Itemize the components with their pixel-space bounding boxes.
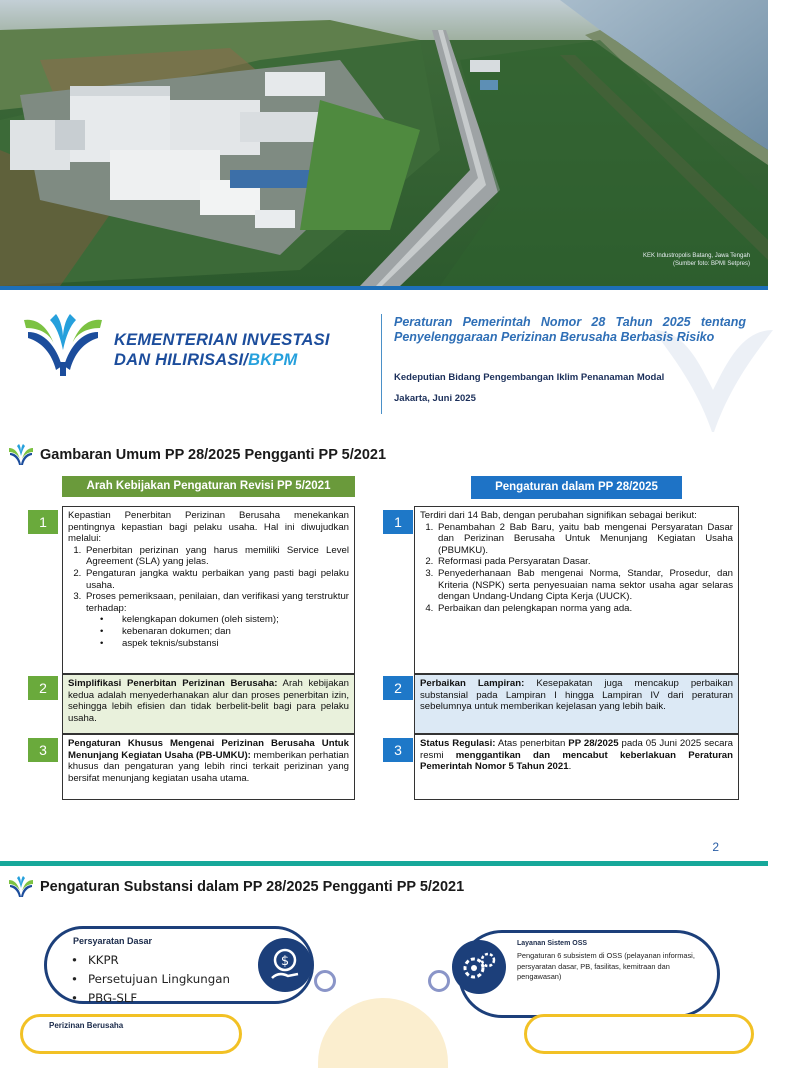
ministry-name-line2 (114, 350, 330, 370)
right-item-1-intro: Terdiri dari 14 Bab, dengan perubahan signifikan sebagai berikut: (420, 510, 697, 521)
mini-logo-icon (8, 444, 34, 466)
ministry-name (114, 330, 330, 370)
slide-title: Pengaturan Substansi dalam PP 28/2025 Pengganti PP 5/2021 (40, 879, 465, 895)
sublist-item: • kebenaran dokumen; dan (114, 626, 349, 638)
svg-text:$: $ (280, 954, 290, 969)
regulation-title-line2: Penyelenggaraan Perizinan Berusaha Berbasis Risiko (394, 330, 715, 344)
right-item-2 (414, 674, 739, 734)
slide-title-row (8, 444, 386, 466)
left-item-1-list (84, 545, 349, 649)
right-item-3-text-1: Atas penerbitan (495, 738, 569, 749)
right-item-1 (414, 506, 739, 674)
basic-requirements-list (85, 951, 230, 1008)
right-item-2-heading: Perbaikan Lampiran: (420, 678, 525, 689)
cover-photo (0, 0, 768, 286)
oss-service-text: Pengaturan 6 subsistem di OSS (pelayanan informasi, persyaratan dasar, PB, fasilitas, kemitraan dan pengawasan) (517, 951, 695, 982)
policy-direction-header: Arah Kebijakan Pengaturan Revisi PP 5/2021 (62, 476, 355, 497)
right-item-1-list (436, 522, 733, 615)
oss-service-title: Layanan Sistem OSS (517, 940, 588, 947)
photo-caption-source: (Sumber foto: BPMI Setpres) (672, 261, 750, 267)
sublist-item: • aspek teknis/substansi (114, 638, 349, 650)
right-item-3-status: menggantikan dan mencabut keberlakuan Peraturan Pemerintah Nomor 5 Tahun 2021 (420, 749, 733, 773)
connector-dot (314, 970, 336, 992)
left-number-3: 3 (28, 738, 58, 762)
slide-substance (0, 866, 768, 1030)
center-graphic (318, 998, 448, 1068)
ministry-name-line2-prefix: DAN HILIRISASI/ (114, 351, 249, 369)
list-item: 4. Perbaikan dan pelengkapan norma yang ada. (436, 603, 733, 615)
slide-overview (0, 432, 768, 861)
slide-title-row (8, 876, 464, 898)
business-licensing-title: Perizinan Berusaha (49, 1021, 124, 1030)
right-item-3-heading: Status Regulasi: (420, 738, 496, 749)
basic-requirements-title: Persyaratan Dasar (73, 936, 153, 946)
left-item-3 (62, 734, 355, 800)
page-number: 2 (712, 840, 719, 854)
left-item-2 (62, 674, 355, 734)
left-item-2-heading: Simplifikasi Penerbitan Perizinan Berusaha: (68, 678, 278, 689)
title-divider (381, 314, 382, 414)
list-item: • Persetujuan Lingkungan (85, 970, 230, 989)
list-item: 1. Penambahan 2 Bab Baru, yaitu bab mengenai Persyaratan Dasar dan Perizinan Berusaha Untuk Menunjang Kegiatan Usaha (PBUMKU). (436, 522, 733, 557)
regulation-content-header: Pengaturan dalam PP 28/2025 (471, 476, 682, 499)
left-item-3-heading: Pengaturan Khusus Mengenai Perizinan Berusaha Untuk Menunjang Kegiatan Usaha (PB-UMKU): (68, 738, 349, 761)
list-item (84, 591, 349, 649)
right-number-3: 3 (383, 738, 413, 762)
right-item-2-text: Kesepakatan juga mencakup perbaikan substansial pada Lampiran I hingga Lampiran IV dari peraturan sebelumnya untuk memberikan kejelasan yang lebih baik. (420, 678, 733, 713)
list-item: • PBG-SLF (85, 989, 230, 1008)
right-item-3 (414, 734, 739, 800)
left-number-2: 2 (28, 676, 58, 700)
business-licensing-card (20, 1014, 242, 1054)
list-item: 2. Reformasi pada Persyaratan Dasar. (436, 556, 733, 568)
title-band (0, 286, 768, 432)
slide-title: Gambaran Umum PP 28/2025 Pengganti PP 5/2021 (40, 447, 387, 463)
list-item: 3. Penyederhanaan Bab mengenai Norma, Standar, Prosedur, dan Kriteria (NSPK) serta penyesuaian nama sektor usaha agar selaras dengan Undang-Undang Cipta Kerja (UUCK). (436, 568, 733, 603)
list-item: 1. Penerbitan perizinan yang harus memiliki Service Level Agreement (SLA) yang jelas. (84, 545, 349, 568)
money-hand-icon (258, 938, 312, 992)
right-number-1: 1 (383, 510, 413, 534)
sublist-item: • kelengkapan dokumen (oleh sistem); (114, 614, 349, 626)
deputy-unit: Kedeputian Bidang Pengembangan Iklim Penanaman Modal (394, 372, 665, 383)
aerial-photo-illustration (0, 0, 768, 286)
place-date: Jakarta, Juni 2025 (394, 393, 476, 404)
list-item: 2. Pengaturan jangka waktu perbaikan yang pasti bagi pelaku usaha. (84, 568, 349, 591)
photo-caption-location: KEK Industropolis Batang, Jawa Tengah (643, 253, 750, 259)
right-item-3-text-3: . (568, 761, 572, 773)
left-item-1-sublist (114, 614, 349, 649)
ministry-name-line1: KEMENTERIAN INVESTASI (114, 331, 330, 349)
gears-icon (452, 940, 506, 994)
left-item-3-text: memberikan perhatian khusus dan pengaturan yang lebih rinci terkait perizinan yang bersifat menunjang kegiatan usaha utama. (68, 749, 349, 784)
photo-caption (643, 252, 750, 268)
left-number-1: 1 (28, 510, 58, 534)
left-item-1 (62, 506, 355, 674)
ministry-name-bkpm: BKPM (248, 351, 298, 369)
connector-dot (428, 970, 450, 992)
regulation-title-line1: Peraturan Pemerintah Nomor 28 Tahun 2025 tentang (394, 315, 746, 329)
list-item: • KKPR (85, 951, 230, 970)
right-item-3-text-2: pada 05 Juni 2025 secara resmi (420, 738, 733, 761)
right-number-2: 2 (383, 676, 413, 700)
regulation-title (394, 315, 746, 345)
ministry-logo-icon (20, 310, 106, 378)
right-item-3-regulation: PP 28/2025 (568, 738, 619, 749)
mini-logo-icon (8, 876, 34, 898)
right-yellow-card (524, 1014, 754, 1054)
left-item-1-intro: Kepastian Penerbitan Perizinan Berusaha menekankan pentingnya kepastian bagi pelaku usaha. Hal ini diwujudkan melalui: (68, 510, 349, 545)
list-item-text: Proses pemeriksaan, penilaian, dan verifikasi yang terstruktur terhadap: (86, 591, 349, 614)
left-item-2-text: Arah kebijakan kedua adalah menyederhanakan alur dan proses penerbitan izin, sehingga lebih efisien dan tidak berbelit-belit bagi para pelaku usaha. (68, 678, 349, 724)
